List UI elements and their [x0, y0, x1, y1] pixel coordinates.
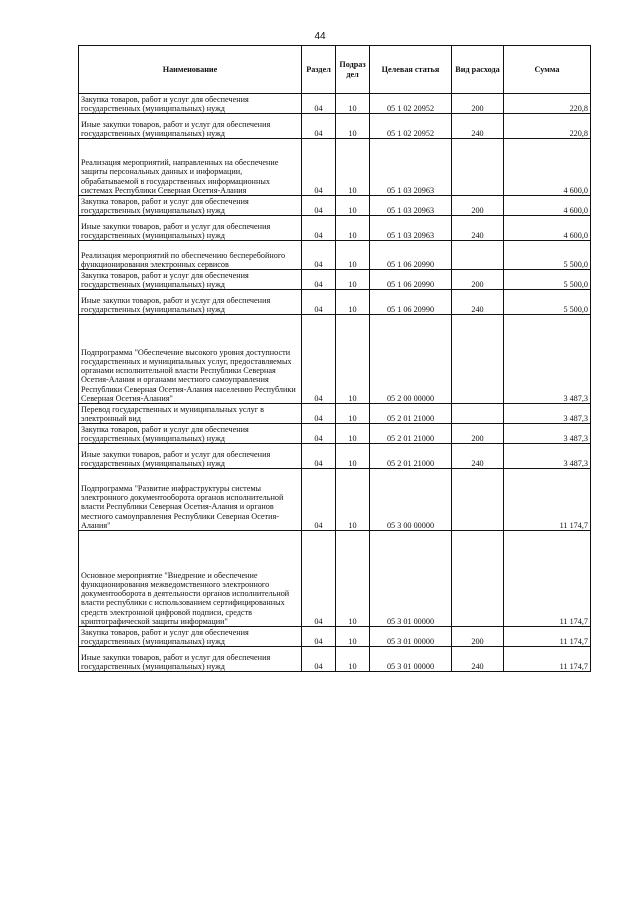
cell-target: 05 1 03 20963 — [370, 216, 452, 241]
table-row — [79, 627, 591, 647]
cell-expense-type: 240 — [452, 647, 504, 672]
cell-subsection: 10 — [336, 647, 370, 672]
table-row — [79, 469, 591, 531]
cell-subsection: 10 — [336, 469, 370, 531]
cell-name: Закупка товаров, работ и услуг для обеспечения государственных (муниципальных) нужд — [79, 196, 302, 216]
cell-amount: 3 487,3 — [504, 444, 591, 469]
table-row — [79, 94, 591, 114]
cell-name: Закупка товаров, работ и услуг для обеспечения государственных (муниципальных) нужд — [79, 270, 302, 290]
cell-section: 04 — [302, 139, 336, 196]
cell-section: 04 — [302, 241, 336, 270]
cell-amount: 220,8 — [504, 94, 591, 114]
cell-amount: 3 487,3 — [504, 315, 591, 404]
cell-target: 05 2 01 21000 — [370, 404, 452, 424]
cell-section: 04 — [302, 315, 336, 404]
cell-section: 04 — [302, 444, 336, 469]
cell-name: Перевод государственных и муниципальных услуг в электронный вид — [79, 404, 302, 424]
cell-section: 04 — [302, 531, 336, 627]
table-row — [79, 196, 591, 216]
cell-target: 05 3 01 00000 — [370, 531, 452, 627]
cell-section: 04 — [302, 94, 336, 114]
cell-amount: 11 174,7 — [504, 531, 591, 627]
cell-section: 04 — [302, 404, 336, 424]
cell-subsection: 10 — [336, 139, 370, 196]
cell-target: 05 1 02 20952 — [370, 114, 452, 139]
header-name: Наименование — [79, 46, 302, 94]
cell-section: 04 — [302, 627, 336, 647]
cell-subsection: 10 — [336, 315, 370, 404]
cell-amount: 5 500,0 — [504, 290, 591, 315]
cell-section: 04 — [302, 469, 336, 531]
cell-subsection: 10 — [336, 531, 370, 627]
cell-name: Закупка товаров, работ и услуг для обеспечения государственных (муниципальных) нужд — [79, 94, 302, 114]
cell-target: 05 1 06 20990 — [370, 241, 452, 270]
cell-expense-type: 200 — [452, 424, 504, 444]
cell-section: 04 — [302, 270, 336, 290]
cell-subsection: 10 — [336, 404, 370, 424]
table-body — [79, 94, 591, 672]
cell-target: 05 1 02 20952 — [370, 94, 452, 114]
header-section: Раздел — [302, 46, 336, 94]
cell-amount: 4 600,0 — [504, 196, 591, 216]
cell-section: 04 — [302, 647, 336, 672]
cell-subsection: 10 — [336, 627, 370, 647]
cell-expense-type — [452, 315, 504, 404]
cell-expense-type — [452, 404, 504, 424]
cell-expense-type — [452, 241, 504, 270]
table-row — [79, 139, 591, 196]
table-row — [79, 444, 591, 469]
cell-expense-type: 240 — [452, 444, 504, 469]
cell-amount: 4 600,0 — [504, 216, 591, 241]
cell-target: 05 3 01 00000 — [370, 627, 452, 647]
cell-amount: 220,8 — [504, 114, 591, 139]
cell-name: Иные закупки товаров, работ и услуг для обеспечения государственных (муниципальных) нужд — [79, 216, 302, 241]
cell-amount: 4 600,0 — [504, 139, 591, 196]
cell-expense-type — [452, 139, 504, 196]
cell-target: 05 1 03 20963 — [370, 196, 452, 216]
table-row — [79, 424, 591, 444]
page-number: 44 — [314, 31, 326, 42]
cell-amount: 5 500,0 — [504, 241, 591, 270]
cell-amount: 11 174,7 — [504, 647, 591, 672]
cell-expense-type: 200 — [452, 94, 504, 114]
table-row — [79, 216, 591, 241]
table-row — [79, 114, 591, 139]
cell-name: Подпрограмма "Обеспечение высокого уровня доступности государственных и муниципальных услуг, предоставляемых органами исполнительной власти Республики Северная Осетия-Алания и органами местного самоуправления Республики Северная Осетия-Алания населению Республики Северная Осетия-Алания" — [79, 315, 302, 404]
cell-expense-type — [452, 469, 504, 531]
cell-name: Иные закупки товаров, работ и услуг для обеспечения государственных (муниципальных) нужд — [79, 647, 302, 672]
cell-expense-type: 200 — [452, 627, 504, 647]
cell-amount: 3 487,3 — [504, 424, 591, 444]
cell-target: 05 3 00 00000 — [370, 469, 452, 531]
table-row — [79, 241, 591, 270]
cell-expense-type: 240 — [452, 114, 504, 139]
cell-subsection: 10 — [336, 444, 370, 469]
cell-amount: 5 500,0 — [504, 270, 591, 290]
cell-subsection: 10 — [336, 94, 370, 114]
cell-target: 05 2 01 21000 — [370, 424, 452, 444]
cell-subsection: 10 — [336, 241, 370, 270]
header-subsection: Подраз дел — [336, 46, 370, 94]
table-row — [79, 531, 591, 627]
cell-section: 04 — [302, 424, 336, 444]
cell-subsection: 10 — [336, 196, 370, 216]
cell-amount: 11 174,7 — [504, 627, 591, 647]
table-row — [79, 315, 591, 404]
cell-target: 05 3 01 00000 — [370, 647, 452, 672]
cell-target: 05 1 06 20990 — [370, 270, 452, 290]
cell-name: Закупка товаров, работ и услуг для обеспечения государственных (муниципальных) нужд — [79, 424, 302, 444]
table-row — [79, 290, 591, 315]
cell-expense-type: 240 — [452, 216, 504, 241]
cell-name: Подпрограмма "Развитие инфраструктуры системы электронного документооборота органов исполнительной власти Республики Северная Осетия-Алания и органов местного самоуправления Республики Северная Осетия-Алания" — [79, 469, 302, 531]
budget-table — [78, 45, 591, 672]
cell-target: 05 2 01 21000 — [370, 444, 452, 469]
cell-name: Реализация мероприятий, направленных на обеспечение защиты персональных данных и информации, обрабатываемой в государственных информационных системах Республики Северная Осетия-Алания — [79, 139, 302, 196]
cell-name: Иные закупки товаров, работ и услуг для обеспечения государственных (муниципальных) нужд — [79, 444, 302, 469]
table-row — [79, 647, 591, 672]
cell-section: 04 — [302, 216, 336, 241]
cell-name: Основное мероприятие "Внедрение и обеспечение функционирования межведомственного электронного документооборота в деятельности органов исполнительной власти республики с использованием сертифицированных средств электронной цифровой подписи, средств криптографической защиты информации" — [79, 531, 302, 627]
cell-name: Иные закупки товаров, работ и услуг для обеспечения государственных (муниципальных) нужд — [79, 114, 302, 139]
header-target: Целевая статья — [370, 46, 452, 94]
cell-subsection: 10 — [336, 270, 370, 290]
cell-name: Закупка товаров, работ и услуг для обеспечения государственных (муниципальных) нужд — [79, 627, 302, 647]
cell-subsection: 10 — [336, 114, 370, 139]
cell-amount: 11 174,7 — [504, 469, 591, 531]
table-header-row — [79, 46, 591, 94]
cell-subsection: 10 — [336, 290, 370, 315]
header-expense-type: Вид расхода — [452, 46, 504, 94]
cell-expense-type: 240 — [452, 290, 504, 315]
cell-expense-type: 200 — [452, 196, 504, 216]
cell-subsection: 10 — [336, 424, 370, 444]
cell-expense-type — [452, 531, 504, 627]
cell-expense-type: 200 — [452, 270, 504, 290]
cell-section: 04 — [302, 196, 336, 216]
table-row — [79, 404, 591, 424]
cell-target: 05 1 06 20990 — [370, 290, 452, 315]
cell-target: 05 2 00 00000 — [370, 315, 452, 404]
cell-target: 05 1 03 20963 — [370, 139, 452, 196]
cell-name: Иные закупки товаров, работ и услуг для обеспечения государственных (муниципальных) нужд — [79, 290, 302, 315]
table-row — [79, 270, 591, 290]
cell-name: Реализация мероприятий по обеспечению бесперебойного функционирования электронных сервисов — [79, 241, 302, 270]
cell-amount: 3 487,3 — [504, 404, 591, 424]
cell-section: 04 — [302, 290, 336, 315]
header-amount: Сумма — [504, 46, 591, 94]
cell-section: 04 — [302, 114, 336, 139]
cell-subsection: 10 — [336, 216, 370, 241]
